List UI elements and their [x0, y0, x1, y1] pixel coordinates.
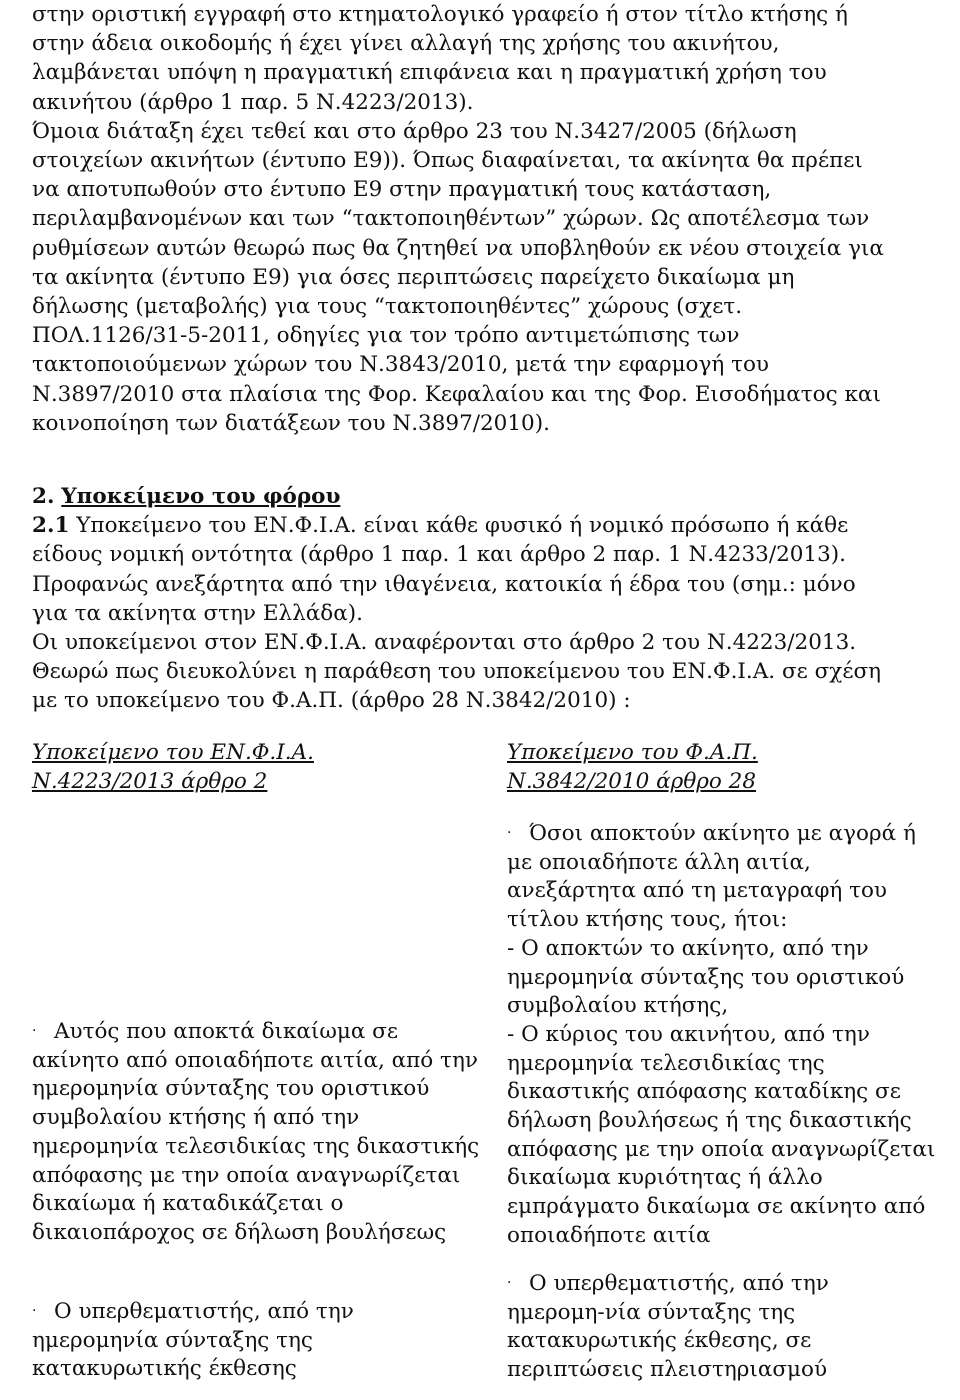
bullet-icon: · [507, 1275, 512, 1291]
text-line: δήλωση βουλήσεως ή της δικαστικής [507, 1108, 912, 1134]
section-title: Υποκείμενο του φόρου [61, 484, 341, 509]
text-line: εμπράγματο δικαίωμα σε ακίνητο από [507, 1194, 926, 1220]
text-line: ημερομηνία τελεσιδικίας της [507, 1050, 825, 1076]
text-line: για τα ακίνητα στην Ελλάδα). [32, 600, 363, 626]
text-line: τίτλου κτήσης τους, ήτοι: [507, 907, 788, 933]
text-line: ΠΟΛ.1126/31-5-2011, οδηγίες για τον τρόπο αντιμετώπισης των [32, 323, 740, 349]
bullet-icon: · [507, 825, 512, 841]
bullet-line [507, 819, 935, 849]
bullet-line [32, 1017, 479, 1047]
text-line: ημερομηνία τελεσιδικίας της δικαστικής [32, 1133, 480, 1159]
text-line: Οι υποκείμενοι στον ΕΝ.Φ.Ι.Α. αναφέρονται στο άρθρο 2 του Ν.4223/2013. [32, 630, 857, 656]
left-column-header [32, 738, 314, 796]
left-header-law: Ν.4223/2013 άρθρο 2 [32, 769, 268, 794]
text-line: δικαίωμα κυριότητας ή άλλο [507, 1165, 823, 1191]
right-header-title: Υποκείμενο του Φ.Α.Π. [507, 740, 758, 765]
text-line: - Ο αποκτών το ακίνητο, από την [507, 935, 869, 961]
bullet-icon: · [32, 1023, 37, 1039]
text-line: τακτοποιούμενων χώρων του Ν.3843/2010, μετά την εφαρμογή του [32, 352, 769, 378]
text-line: ημερομη-νία σύνταξης της [507, 1299, 796, 1325]
text-line: είδους νομική οντότητα (άρθρο 1 παρ. 1 και άρθρο 2 παρ. 1 Ν.4233/2013). [32, 542, 847, 568]
text-line: τα ακίνητα (έντυπο Ε9) για όσες περιπτώσεις παρείχετο δικαίωμα μη [32, 264, 795, 290]
text-line: απόφασης με την οποία αναγνωρίζεται [507, 1136, 936, 1162]
text-line: με το υποκείμενο του Φ.Α.Π. (άρθρο 28 Ν.3842/2010) : [32, 688, 631, 714]
right-column-header [507, 738, 758, 796]
bullet-icon: · [32, 1303, 37, 1319]
left-item-1 [32, 1017, 479, 1248]
right-item-2 [507, 1269, 829, 1385]
left-item-2 [32, 1297, 354, 1384]
text-line: ακινήτου (άρθρο 1 παρ. 5 Ν.4223/2013). [32, 89, 474, 115]
text-line: στην άδεια οικοδομής ή έχει γίνει αλλαγή της χρήσης του ακινήτου, [32, 31, 780, 57]
text-line: κοινοποίηση των διατάξεων του Ν.3897/2010). [32, 410, 550, 436]
text-line: Όσοι αποκτούν ακίνητο με αγορά ή [529, 821, 916, 846]
section-number: 2. [32, 484, 55, 509]
text-line: δικαίωμα ή καταδικάζεται ο [32, 1191, 344, 1217]
text-line: λαμβάνεται υπόψη η πραγματική επιφάνεια και η πραγματική χρήση του [32, 60, 827, 86]
text-line: Θεωρώ πως διευκολύνει η παράθεση του υποκείμενου του ΕΝ.Φ.Ι.Α. σε σχέση [32, 659, 882, 685]
text-line: Αυτός που αποκτά δικαίωμα σε [54, 1019, 398, 1044]
bullet-line [507, 1269, 829, 1299]
text-line: δήλωσης (μεταβολής) για τους “τακτοποιηθέντες” χώρους (σχετ. [32, 294, 743, 320]
text-line: - Ο κύριος του ακινήτου, από την [507, 1021, 870, 1047]
text-line: Ο υπερθεματιστής, από την [529, 1271, 829, 1296]
text-line: ανεξάρτητα από τη μεταγραφή του [507, 878, 887, 904]
text-line: οποιαδήποτε αιτία [507, 1222, 711, 1248]
subsection-number: 2.1 [32, 513, 70, 539]
text-line: ημερομηνία σύνταξης του οριστικού [32, 1076, 430, 1102]
section-heading [32, 482, 942, 511]
text-line: στην οριστική εγγραφή στο κτηματολογικό γραφείο ή στον τίτλο κτήσης ή [32, 2, 848, 27]
subsection-line [32, 511, 942, 540]
text-line: ημερομηνία σύνταξης της [32, 1327, 313, 1353]
text-line: συμβολαίου κτήσης, [507, 993, 729, 1019]
right-item-1 [507, 819, 935, 1251]
intro-paragraph [32, 0, 942, 438]
text-line: Προφανώς ανεξάρτητα από την ιθαγένεια, κατοικία ή έδρα του (σημ.: μόνο [32, 571, 856, 597]
text-line: απόφασης με την οποία αναγνωρίζεται [32, 1162, 461, 1188]
text-line: κατακυρωτικής έκθεσης, σε [507, 1328, 812, 1354]
text-line: ακίνητο από οποιαδήποτε αιτία, από την [32, 1047, 478, 1073]
text-line: να αποτυπωθούν στο έντυπο Ε9 στην πραγματική τους κατάσταση, [32, 177, 772, 203]
section-2 [32, 482, 942, 716]
text-line: με οποιαδήποτε άλλη αιτία, [507, 849, 811, 875]
text-line: περιπτώσεις πλειστηριασμού [507, 1357, 828, 1383]
text-line: ημερομηνία σύνταξης του οριστικού [507, 964, 905, 990]
text-line: δικαστικής απόφασης καταδίκης σε [507, 1079, 901, 1105]
text-line: ρυθμίσεων αυτών θεωρώ πως θα ζητηθεί να υποβληθούν εκ νέου στοιχεία για [32, 235, 884, 261]
text-line: περιλαμβανομένων και των “τακτοποιηθέντων” χώρων. Ως αποτέλεσμα των [32, 206, 870, 232]
bullet-line [32, 1297, 354, 1327]
text-line: Ο υπερθεματιστής, από την [54, 1299, 354, 1324]
text-line: κατακυρωτικής έκθεσης [32, 1356, 297, 1382]
subsection-text: Υποκείμενο του ΕΝ.Φ.Ι.Α. είναι κάθε φυσικό ή νομικό πρόσωπο ή κάθε [69, 513, 849, 539]
text-line: συμβολαίου κτήσης ή από την [32, 1105, 360, 1131]
text-line: Ν.3897/2010 στα πλαίσια της Φορ. Κεφαλαίου και της Φορ. Εισοδήματος και [32, 381, 881, 407]
text-line: δικαιοπάροχος σε δήλωση βουλήσεως [32, 1219, 447, 1245]
text-line: Όμοια διάταξη έχει τεθεί και στο άρθρο 23 του Ν.3427/2005 (δήλωση [32, 118, 797, 144]
text-line: στοιχείων ακινήτων (έντυπο Ε9)). Όπως διαφαίνεται, τα ακίνητα θα πρέπει [32, 148, 863, 174]
right-header-law: Ν.3842/2010 άρθρο 28 [507, 769, 757, 794]
left-header-title: Υποκείμενο του ΕΝ.Φ.Ι.Α. [32, 740, 314, 765]
